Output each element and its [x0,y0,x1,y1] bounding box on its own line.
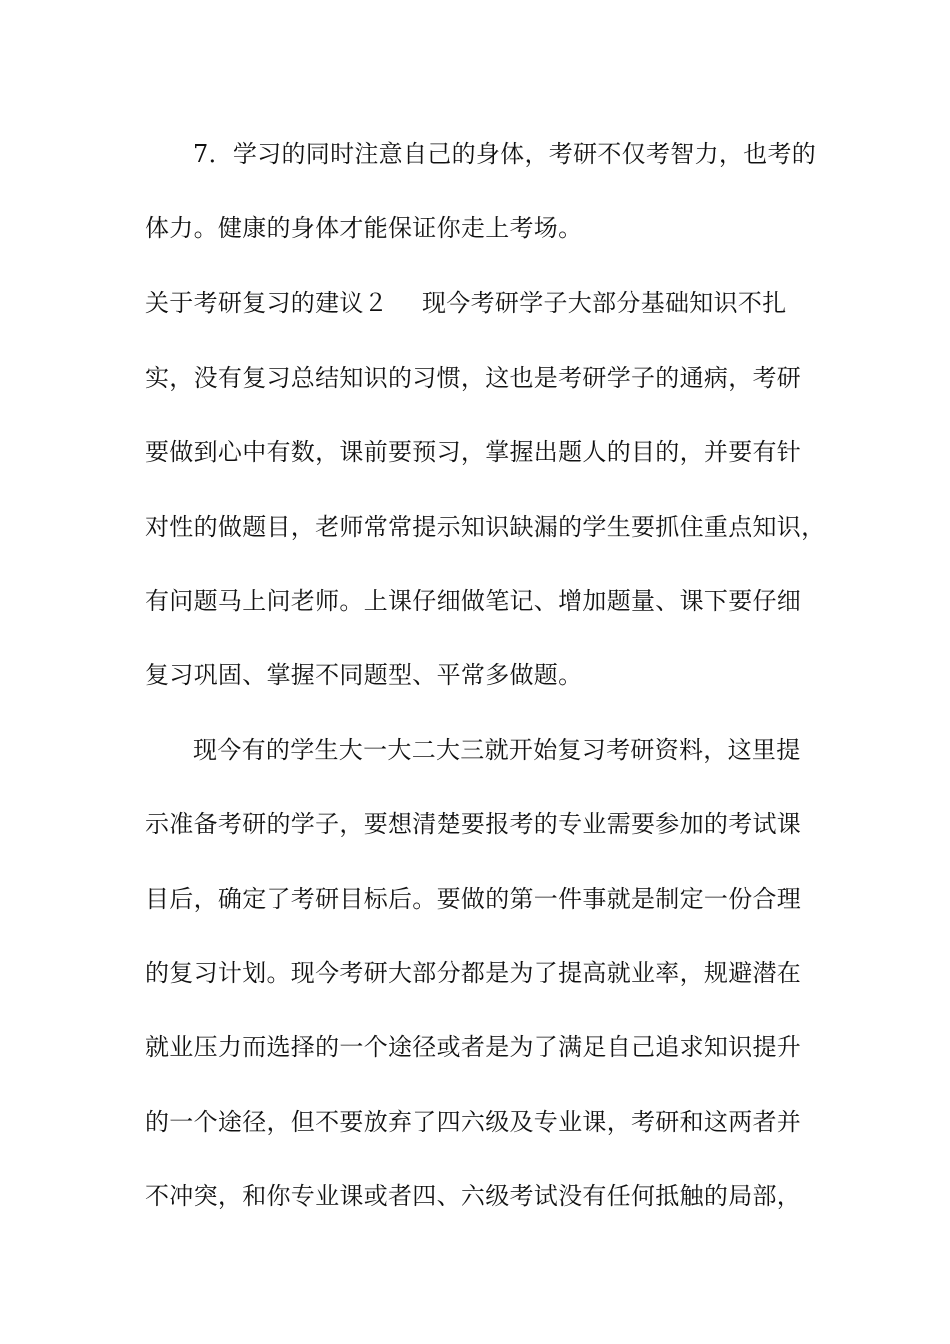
paragraph-line: 的复习计划。现今考研大部分都是为了提高就业率，规避潜在 [145,959,802,987]
paragraph-line: 就业压力而选择的一个途径或者是为了满足自己追求知识提升 [145,1033,802,1061]
paragraph-line: 示准备考研的学子，要想清楚要报考的专业需要参加的考试课 [145,810,802,838]
paragraph-line: 的一个途径，但不要放弃了四六级及专业课，考研和这两者并 [145,1108,802,1136]
paragraph-line: 不冲突，和你专业课或者四、六级考试没有任何抵触的局部， [145,1182,802,1210]
paragraph-line: 实，没有复习总结知识的习惯，这也是考研学子的通病，考研 [145,364,802,392]
paragraph-line: 7．学习的同时注意自己的身体，考研不仅考智力，也考的 [193,140,817,168]
paragraph-line: 有问题马上问老师。上课仔细做笔记、增加题量、课下要仔细 [145,587,802,615]
section-heading-line [145,285,787,321]
paragraph-line: 目后，确定了考研目标后。要做的第一件事就是制定一份合理 [145,885,802,913]
paragraph-line: 现今有的学生大一大二大三就开始复习考研资料，这里提 [193,736,801,764]
paragraph-line: 体力。健康的身体才能保证你走上考场。 [145,214,583,242]
paragraph-line: 复习巩固、掌握不同题型、平常多做题。 [145,661,583,689]
paragraph-line: 对性的做题目，老师常常提示知识缺漏的学生要抓住重点知识， [145,513,826,541]
section-heading: 关于考研复习的建议２ [145,289,388,317]
paragraph-text: 现今考研学子大部分基础知识不扎 [422,289,787,317]
paragraph-line: 要做到心中有数，课前要预习，掌握出题人的目的，并要有针 [145,438,802,466]
